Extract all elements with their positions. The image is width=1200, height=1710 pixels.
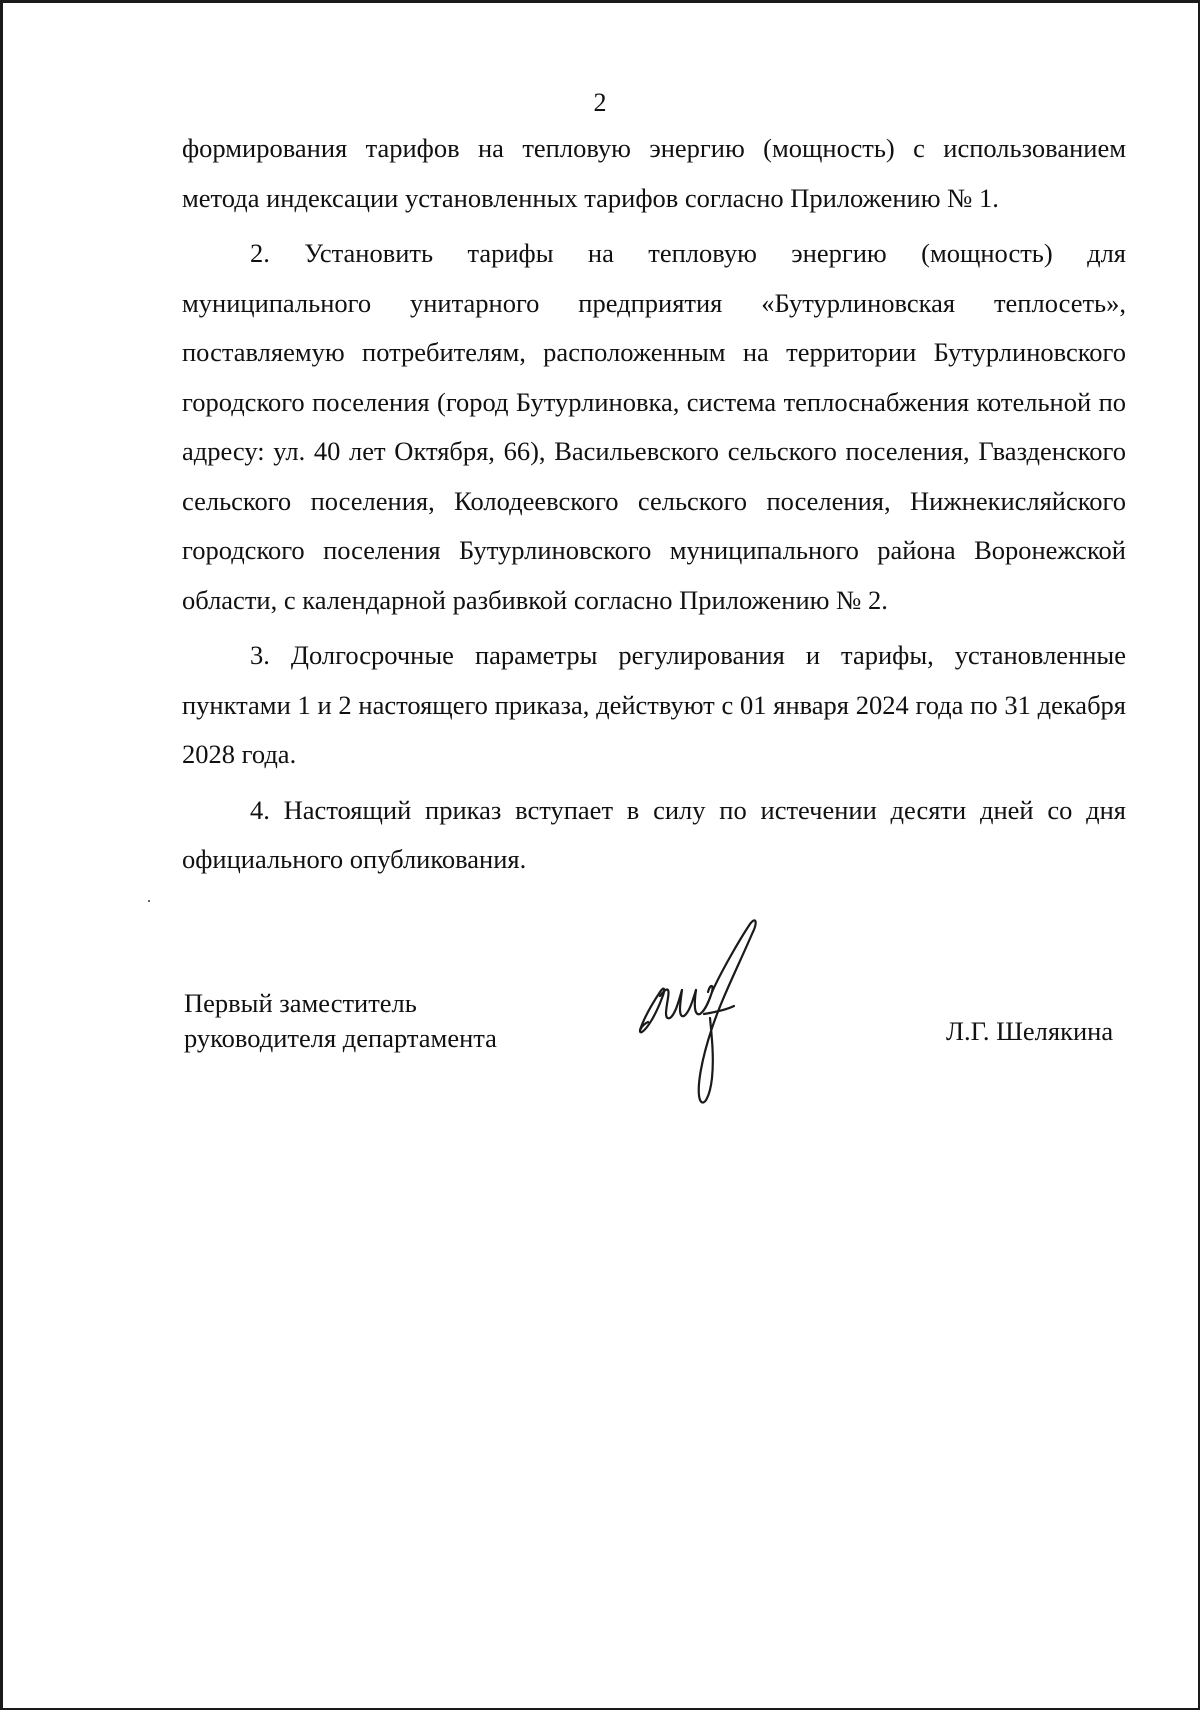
- signatory-name: Л.Г. Шелякина: [946, 1016, 1114, 1046]
- scan-border-left: [0, 0, 3, 1710]
- document-body: [182, 124, 1126, 885]
- paragraph-item-2: 2. Установить тарифы на тепловую энергию (мощность) для муниципального унитарного предприятия «Бутурлиновская теплосеть», поставляемую потребителям, расположенным на территории Бутурлиновского городского поселения (город Бутурлиновка, система теплоснабжения котельной по адресу: ул. 40 лет Октября, 66), Васильевского сельского поселения, Гвазденского сельского поселения, Колодеевского сельского поселения, Нижнекисляйского городского поселения Бутурлиновского муниципального района Воронежской области, с календарной разбивкой согласно Приложению № 2.: [182, 238, 1126, 615]
- scan-speck: [148, 900, 150, 902]
- signatory-title-line2: руководителя департамента: [184, 1023, 497, 1053]
- scan-border-top: [0, 0, 1200, 3]
- signatory-title: [184, 986, 497, 1056]
- handwritten-signature: [630, 918, 790, 1108]
- paragraph-item-4: 4. Настоящий приказ вступает в силу по истечении десяти дней со дня официального опубликования.: [182, 794, 1126, 874]
- paragraph-continuation: формирования тарифов на тепловую энергию (мощность) с использованием метода индексации установленных тарифов согласно Приложению № 1.: [182, 133, 1126, 213]
- page-number: 2: [593, 88, 607, 117]
- signatory-title-line1: Первый заместитель: [184, 988, 417, 1018]
- paragraph-item-3: 3. Долгосрочные параметры регулирования и тарифы, установленные пунктами 1 и 2 настоящего приказа, действуют с 01 января 2024 года по 31 декабря 2028 года.: [182, 640, 1126, 769]
